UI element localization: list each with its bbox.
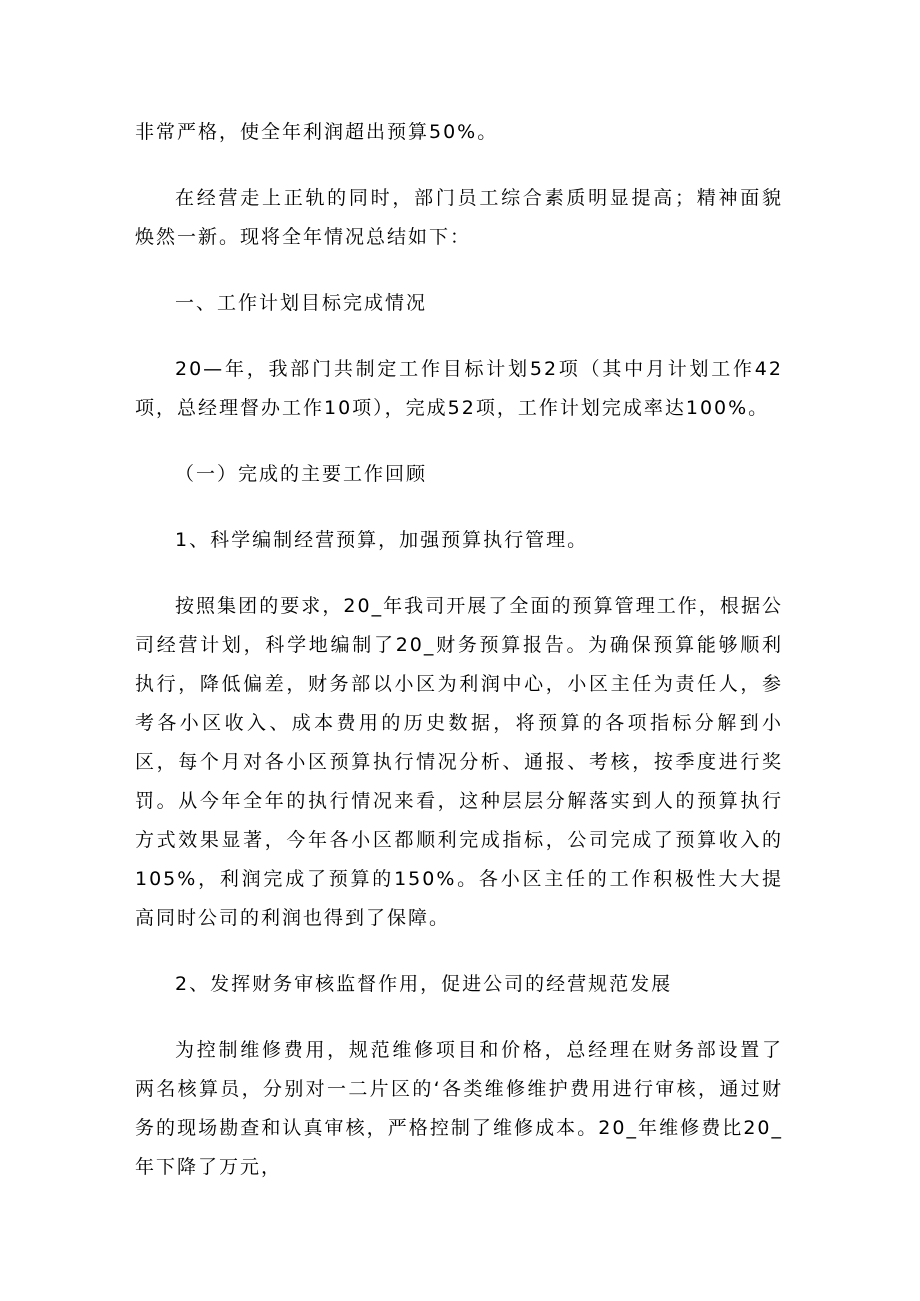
paragraph-continuation: 非常严格，使全年利润超出预算50%。 [135,121,499,143]
document-body [135,113,783,1187]
item-heading-1: 1、科学编制经营预算，加强预算执行管理。 [175,529,589,551]
paragraph-maintenance: 为控制维修费用，规范维修项目和价格，总经理在财务部设置了两名核算员，分别对一二片区的‘各类维修维护费用进行审核，通过财务的现场勘查和认真审核，严格控制了维修成本。20_年维修费比20_年下降了万元， [135,1039,783,1178]
paragraph-plan-summary: 20—年，我部门共制定工作目标计划52项（其中月计划工作42项，总经理督办工作10项），完成52项，工作计划完成率达100%。 [135,358,783,419]
subsection-heading-1: （一）完成的主要工作回顾 [175,463,428,485]
paragraph-budget: 按照集团的要求，20_年我司开展了全面的预算管理工作，根据公司经营计划，科学地编制了20_财务预算报告。为确保预算能够顺利执行，降低偏差，财务部以小区为利润中心，小区主任为责任人，参考各小区收入、成本费用的历史数据，将预算的各项指标分解到小区，每个月对各小区预算执行情况分析、通报、考核，按季度进行奖罚。从今年全年的执行情况来看，这种层层分解落实到人的预算执行方式效果显著，今年各小区都顺利完成指标，公司完成了预算收入的105%，利润完成了预算的150%。各小区主任的工作积极性大大提高同时公司的利润也得到了保障。 [135,595,783,929]
item-heading-2: 2、发挥财务审核监督作用，促进公司的经营规范发展 [175,973,673,995]
section-heading-1: 一、工作计划目标完成情况 [175,292,428,314]
paragraph-intro: 在经营走上正轨的同时，部门员工综合素质明显提高；精神面貌焕然一新。现将全年情况总结如下： [135,187,783,248]
